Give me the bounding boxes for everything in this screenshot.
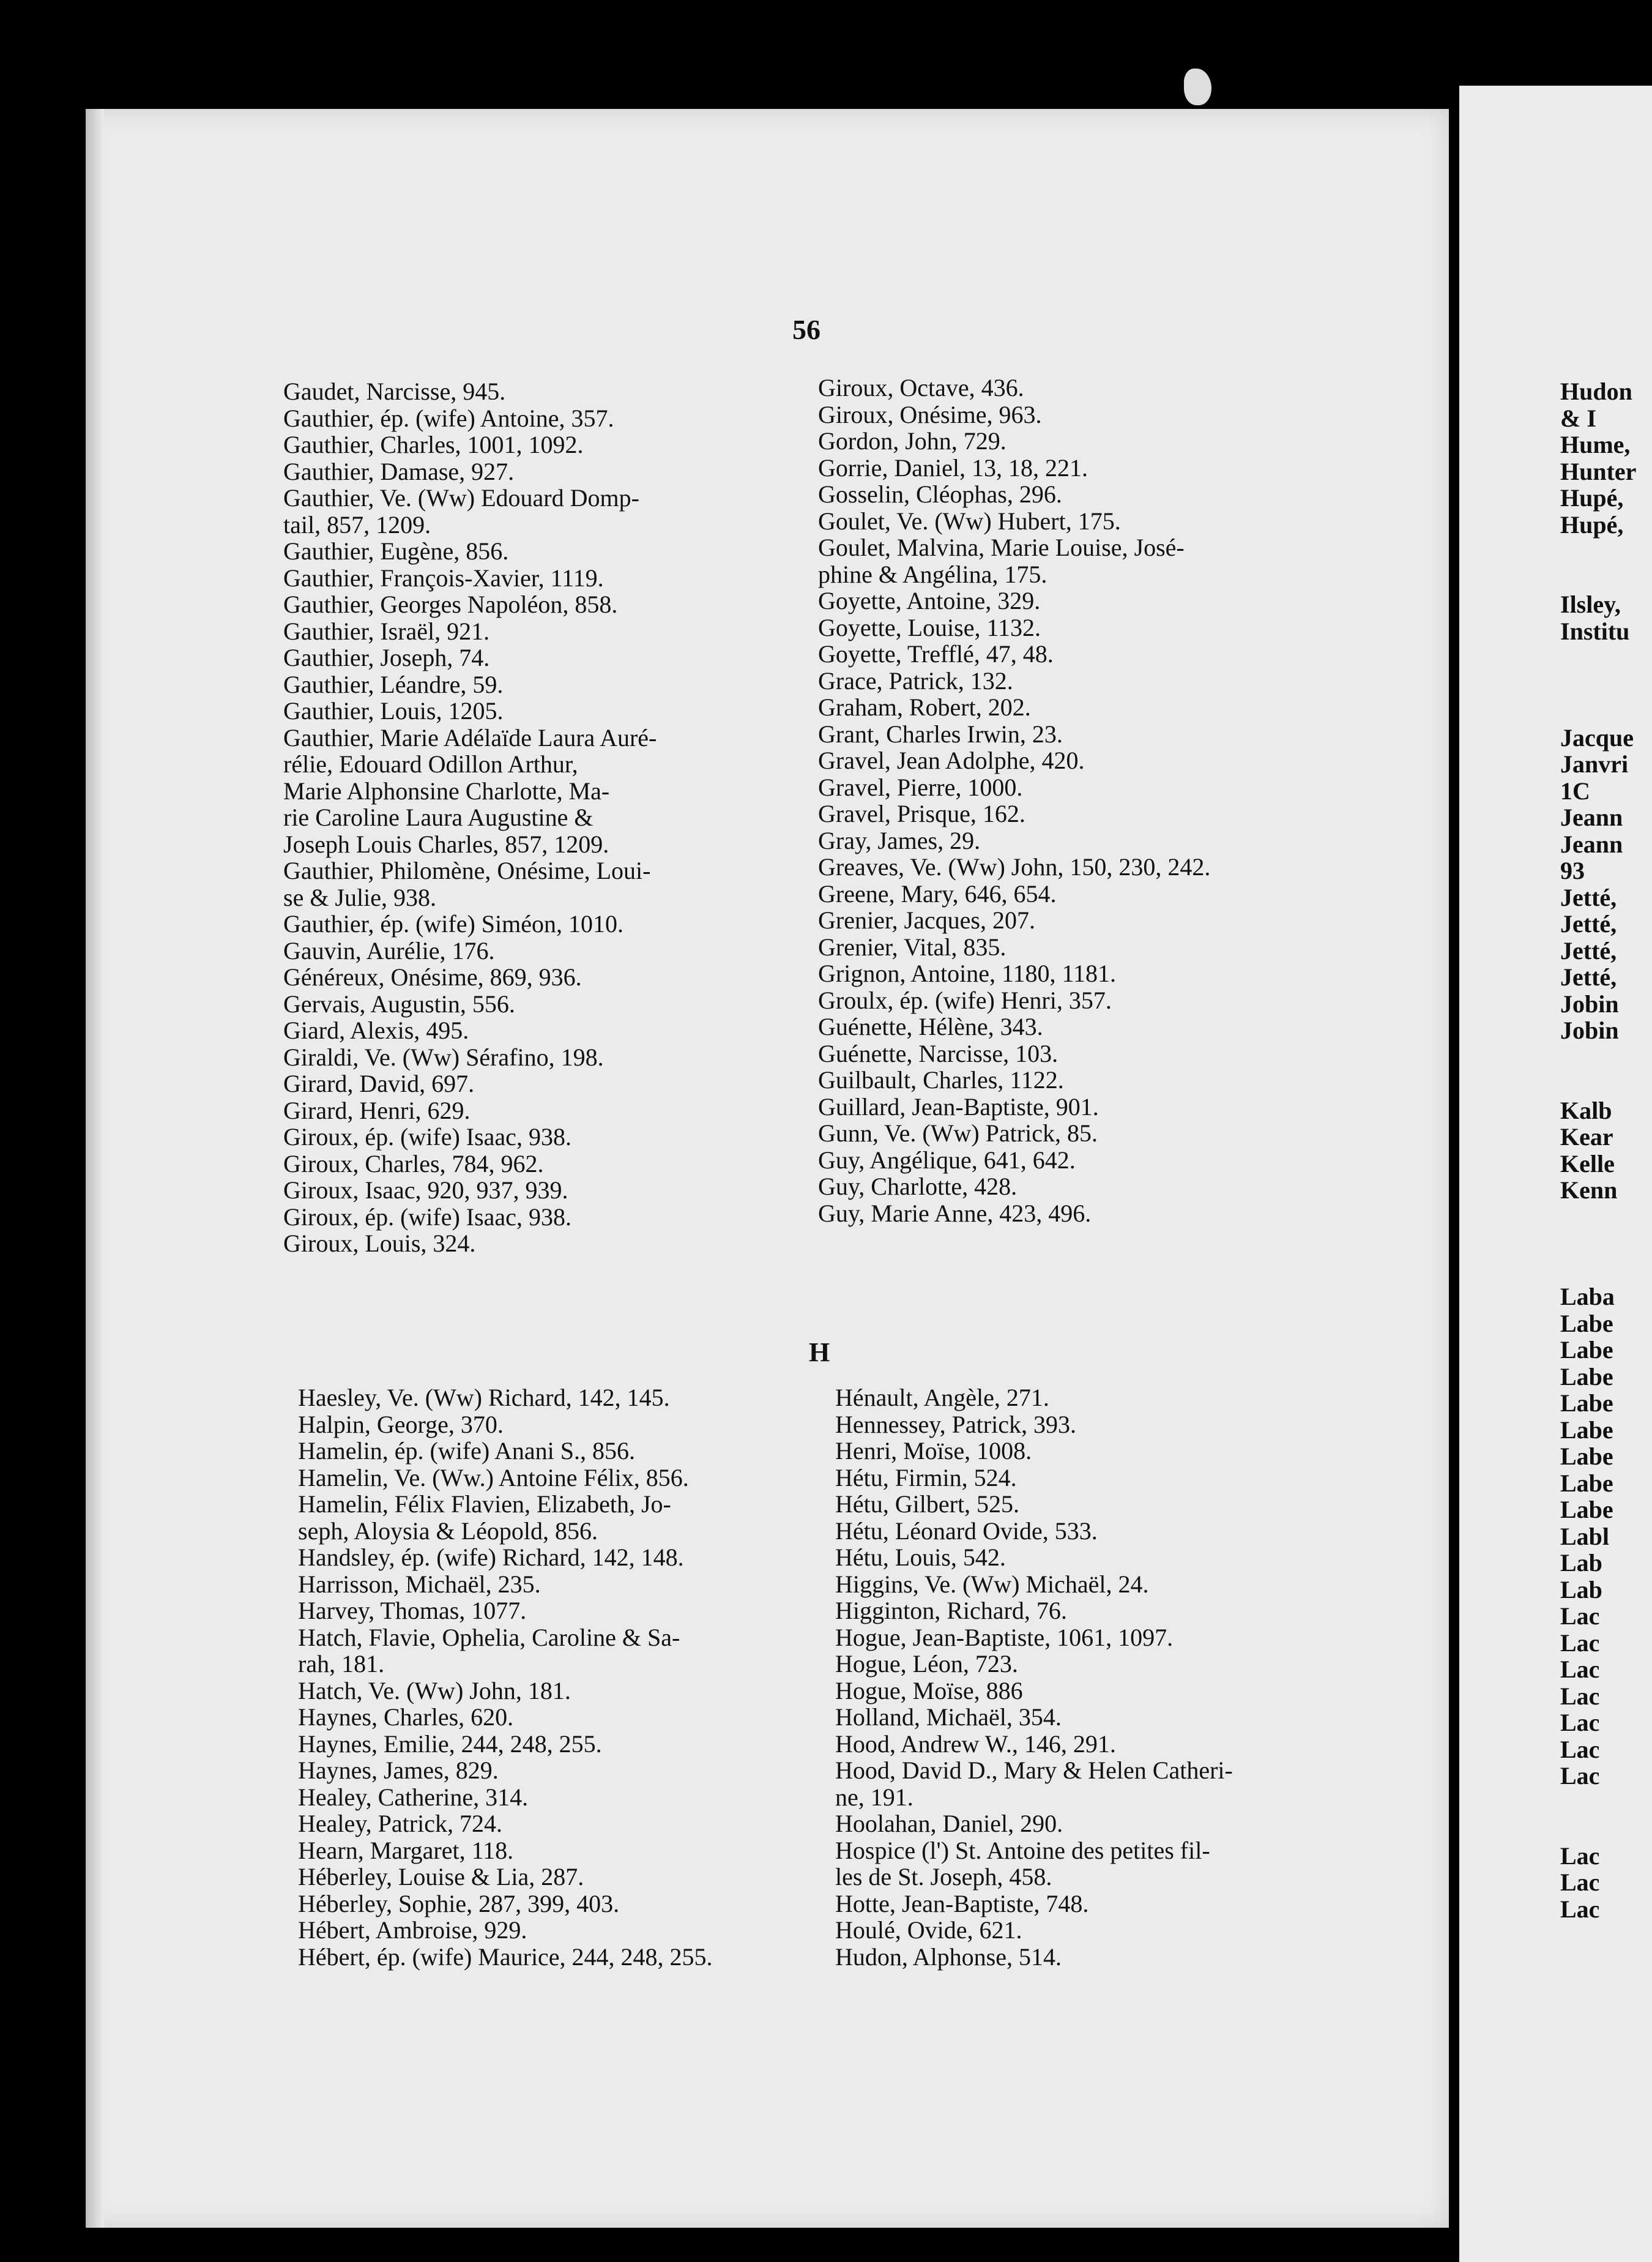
index-entry-line: Gauthier, Philomène, Onésime, Loui- bbox=[283, 857, 651, 884]
index-entry-line: rie Caroline Laura Augustine & bbox=[283, 804, 593, 831]
index-entry-line: Guy, Marie Anne, 423, 496. bbox=[818, 1199, 1092, 1227]
index-entry bbox=[835, 1544, 1361, 1571]
next-page-fragment bbox=[1560, 1816, 1652, 1843]
index-entry-line: Giroux, Louis, 324. bbox=[283, 1230, 476, 1257]
index-entry-line: Healey, Catherine, 314. bbox=[298, 1783, 529, 1811]
next-page-fragment: Labe bbox=[1560, 1389, 1613, 1417]
index-entry-line: Gauthier, Georges Napoléon, 858. bbox=[283, 591, 618, 618]
index-entry-line: Hudon, Alphonse, 514. bbox=[835, 1943, 1062, 1971]
next-page-fragment: Labe bbox=[1560, 1469, 1613, 1497]
index-entry-line: Gunn, Ve. (Ww) Patrick, 85. bbox=[818, 1119, 1098, 1147]
next-page-fragment bbox=[1560, 1204, 1652, 1231]
index-entry bbox=[818, 907, 1350, 934]
index-entry-line: ne, 191. bbox=[835, 1783, 913, 1811]
index-entry-line: Hébert, ép. (wife) Maurice, 244, 248, 255. bbox=[298, 1943, 713, 1971]
index-entry bbox=[818, 508, 1350, 535]
index-entry-line: Haesley, Ve. (Ww) Richard, 142, 145. bbox=[298, 1384, 670, 1411]
index-entry bbox=[818, 987, 1350, 1014]
index-entry bbox=[818, 1067, 1350, 1094]
next-page-fragment: 1C bbox=[1560, 777, 1590, 805]
index-entry bbox=[283, 911, 809, 938]
next-page-fragment bbox=[1560, 1070, 1652, 1097]
index-entry-line: se & Julie, 938. bbox=[283, 883, 436, 911]
next-page-fragment: Lac bbox=[1560, 1629, 1600, 1657]
index-entry bbox=[835, 1465, 1361, 1491]
next-page-fragment: Lac bbox=[1560, 1709, 1600, 1736]
index-entry-line: Hogue, Moïse, 886 bbox=[835, 1676, 1023, 1704]
index-entry bbox=[298, 1465, 818, 1491]
index-entry-line: Gauthier, ép. (wife) Antoine, 357. bbox=[283, 404, 614, 432]
index-entry-line: Henri, Moïse, 1008. bbox=[835, 1437, 1032, 1465]
next-page-fragment: Lac bbox=[1560, 1842, 1600, 1870]
index-entry-line: Guy, Angélique, 641, 642. bbox=[818, 1146, 1076, 1174]
index-entry bbox=[835, 1678, 1361, 1704]
index-entry-line: rélie, Edouard Odillon Arthur, bbox=[283, 750, 578, 778]
next-page-column bbox=[1560, 378, 1652, 1922]
next-page-fragment: Labe bbox=[1560, 1309, 1613, 1337]
index-entry bbox=[298, 1624, 818, 1678]
index-entry bbox=[283, 1230, 809, 1257]
index-entry bbox=[818, 1013, 1350, 1040]
next-page-fragment: Labe bbox=[1560, 1443, 1613, 1470]
index-entry bbox=[298, 1864, 818, 1891]
index-entry bbox=[818, 854, 1350, 881]
index-entry bbox=[835, 1944, 1361, 1971]
index-entry bbox=[283, 1151, 809, 1178]
index-entry-line: Harvey, Thomas, 1077. bbox=[298, 1597, 527, 1624]
next-page-fragment: Hupé, bbox=[1560, 484, 1624, 512]
index-entry bbox=[298, 1944, 818, 1971]
index-entry-line: Girard, Henri, 629. bbox=[283, 1096, 471, 1124]
index-entry bbox=[283, 1124, 809, 1151]
index-entry bbox=[818, 534, 1350, 588]
index-entry-line: Greene, Mary, 646, 654. bbox=[818, 879, 1057, 908]
next-page-fragment: Jeann bbox=[1560, 830, 1623, 858]
index-entry-line: Hamelin, Félix Flavien, Elizabeth, Jo- bbox=[298, 1490, 671, 1518]
index-entry-line: Marie Alphonsine Charlotte, Ma- bbox=[283, 777, 610, 805]
index-entry bbox=[835, 1810, 1361, 1837]
index-entry bbox=[818, 455, 1350, 482]
index-entry-line: Grenier, Vital, 835. bbox=[818, 933, 1006, 961]
page-number: 56 bbox=[792, 314, 820, 345]
index-entry bbox=[835, 1518, 1361, 1545]
index-entry bbox=[283, 1097, 809, 1124]
index-entry bbox=[835, 1571, 1361, 1598]
next-page-fragment: Lab bbox=[1560, 1575, 1602, 1603]
index-entry bbox=[298, 1491, 818, 1544]
index-entry-line: Houlé, Ovide, 621. bbox=[835, 1916, 1022, 1944]
index-entry bbox=[835, 1597, 1361, 1624]
index-entry-line: Hatch, Flavie, Ophelia, Caroline & Sa- bbox=[298, 1623, 680, 1651]
index-entry-line: Gauthier, Marie Adélaïde Laura Auré- bbox=[283, 723, 657, 752]
next-page-fragment bbox=[1560, 1790, 1652, 1816]
index-entry bbox=[818, 774, 1350, 801]
index-entry bbox=[298, 1678, 818, 1704]
scan-smudge bbox=[1184, 69, 1211, 105]
index-entry-line: Gordon, John, 729. bbox=[818, 427, 1006, 455]
index-entry bbox=[298, 1837, 818, 1864]
index-entry-line: Guilbault, Charles, 1122. bbox=[818, 1066, 1064, 1094]
index-entry-line: Giard, Alexis, 495. bbox=[283, 1017, 469, 1044]
index-entry-line: Girard, David, 697. bbox=[283, 1070, 475, 1097]
index-entry bbox=[283, 698, 809, 725]
index-entry bbox=[298, 1704, 818, 1731]
index-entry-line: Généreux, Onésime, 869, 936. bbox=[283, 963, 582, 991]
index-entry bbox=[835, 1624, 1361, 1651]
next-page-fragment bbox=[1560, 565, 1652, 592]
index-entry bbox=[298, 1411, 818, 1438]
index-entry bbox=[283, 565, 809, 592]
index-entry bbox=[283, 405, 809, 432]
next-page-fragment: Jetté, bbox=[1560, 936, 1617, 965]
next-page-fragment: 93 bbox=[1560, 857, 1585, 884]
column-right-bottom bbox=[835, 1384, 1361, 1970]
next-page-fragment bbox=[1560, 538, 1652, 565]
next-page-fragment: Labe bbox=[1560, 1496, 1613, 1523]
next-page-fragment: & I bbox=[1560, 404, 1596, 432]
next-page-fragment bbox=[1560, 671, 1652, 698]
index-entry-line: Goyette, Louise, 1132. bbox=[818, 613, 1041, 641]
next-page-fragment: Lac bbox=[1560, 1682, 1600, 1710]
next-page-fragment: Institu bbox=[1560, 617, 1630, 645]
index-entry-line: Gauvin, Aurélie, 176. bbox=[283, 936, 495, 965]
index-entry-line: Holland, Michaël, 354. bbox=[835, 1703, 1062, 1731]
column-left-top bbox=[283, 378, 809, 1257]
index-entry bbox=[283, 591, 809, 618]
index-entry bbox=[818, 401, 1350, 428]
index-entry-line: Hétu, Louis, 542. bbox=[835, 1543, 1006, 1571]
index-entry-line: Haynes, James, 829. bbox=[298, 1756, 499, 1784]
index-entry-line: rah, 181. bbox=[298, 1650, 385, 1678]
index-entry-line: Gauthier, Joseph, 74. bbox=[283, 644, 490, 671]
index-entry-line: Higginton, Richard, 76. bbox=[835, 1597, 1067, 1624]
next-page-fragment: Hunter bbox=[1560, 457, 1637, 485]
index-entry bbox=[818, 428, 1350, 455]
index-entry-line: Hétu, Firmin, 524. bbox=[835, 1463, 1017, 1491]
index-entry bbox=[283, 458, 809, 485]
index-entry bbox=[298, 1384, 818, 1411]
index-entry-line: Grace, Patrick, 132. bbox=[818, 666, 1013, 695]
next-page-fragment: Kenn bbox=[1560, 1176, 1618, 1204]
index-entry-line: Hamelin, ép. (wife) Anani S., 856. bbox=[298, 1437, 635, 1465]
index-entry-line: Hétu, Léonard Ovide, 533. bbox=[835, 1517, 1098, 1545]
index-entry bbox=[283, 644, 809, 671]
next-page-fragment: Labe bbox=[1560, 1362, 1613, 1390]
index-entry-line: Hearn, Margaret, 118. bbox=[298, 1836, 514, 1864]
next-page-fragment: Lac bbox=[1560, 1762, 1600, 1790]
index-entry-line: Giroux, Charles, 784, 962. bbox=[283, 1149, 544, 1178]
index-entry-line: Harrisson, Michaël, 235. bbox=[298, 1570, 541, 1598]
index-entry-line: seph, Aloysia & Léopold, 856. bbox=[298, 1517, 598, 1545]
index-entry bbox=[283, 671, 809, 698]
index-entry bbox=[818, 1147, 1350, 1174]
index-entry-line: Giroux, Isaac, 920, 937, 939. bbox=[283, 1176, 568, 1204]
index-entry-line: Hospice (l') St. Antoine des petites fil- bbox=[835, 1836, 1210, 1864]
index-entry-line: Guénette, Narcisse, 103. bbox=[818, 1039, 1059, 1067]
next-page-fragment: Ilsley, bbox=[1560, 591, 1621, 618]
index-entry bbox=[818, 694, 1350, 721]
index-entry-line: Gauthier, Louis, 1205. bbox=[283, 697, 504, 725]
next-page-fragment: Lac bbox=[1560, 1735, 1600, 1763]
next-page-fragment: Jobin bbox=[1560, 1017, 1619, 1044]
column-left-bottom bbox=[298, 1384, 818, 1970]
index-entry-line: Gravel, Prisque, 162. bbox=[818, 800, 1025, 827]
index-entry-line: les de St. Joseph, 458. bbox=[835, 1863, 1052, 1891]
next-page-fragment bbox=[1560, 1257, 1652, 1284]
index-entry-line: Gauthier, Ve. (Ww) Edouard Domp- bbox=[283, 484, 639, 512]
index-entry bbox=[283, 964, 809, 991]
next-page-fragment bbox=[1560, 698, 1652, 725]
next-page-fragment: Janvri bbox=[1560, 750, 1629, 778]
index-entry bbox=[298, 1731, 818, 1758]
index-entry bbox=[283, 938, 809, 965]
next-page-fragment: Labe bbox=[1560, 1416, 1613, 1444]
index-entry-line: Giroux, ép. (wife) Isaac, 938. bbox=[283, 1203, 571, 1231]
index-entry bbox=[818, 827, 1350, 854]
index-entry-line: Gorrie, Daniel, 13, 18, 221. bbox=[818, 454, 1088, 482]
index-entry bbox=[835, 1891, 1361, 1917]
index-entry-line: Gosselin, Cléophas, 296. bbox=[818, 480, 1062, 508]
index-entry-line: Guénette, Hélène, 343. bbox=[818, 1013, 1043, 1040]
next-page-fragment: Jetté, bbox=[1560, 963, 1617, 991]
index-entry bbox=[298, 1757, 818, 1784]
index-entry bbox=[835, 1757, 1361, 1810]
index-entry-line: Goyette, Trefflé, 47, 48. bbox=[818, 640, 1054, 668]
index-entry bbox=[298, 1891, 818, 1917]
next-page-fragment: Lac bbox=[1560, 1655, 1600, 1683]
index-entry bbox=[835, 1837, 1361, 1891]
index-entry-line: Héberley, Sophie, 287, 399, 403. bbox=[298, 1889, 620, 1917]
next-page-fragment: Kalb bbox=[1560, 1096, 1612, 1124]
index-entry bbox=[818, 747, 1350, 774]
index-entry-line: Grignon, Antoine, 1180, 1181. bbox=[818, 960, 1117, 987]
index-entry bbox=[283, 1017, 809, 1044]
index-entry bbox=[298, 1571, 818, 1598]
index-entry bbox=[818, 588, 1350, 614]
index-entry-line: Hogue, Léon, 723. bbox=[835, 1650, 1018, 1678]
index-entry-line: Graham, Robert, 202. bbox=[818, 693, 1031, 721]
next-page-fragment: Hume, bbox=[1560, 431, 1631, 458]
index-entry-line: Healey, Patrick, 724. bbox=[298, 1810, 502, 1837]
index-entry-line: Gauthier, Israël, 921. bbox=[283, 617, 490, 645]
index-entry-line: Hétu, Gilbert, 525. bbox=[835, 1490, 1020, 1518]
index-entry bbox=[298, 1784, 818, 1811]
index-entry-line: Hood, David D., Mary & Helen Catheri- bbox=[835, 1756, 1233, 1784]
index-entry-line: Hamelin, Ve. (Ww.) Antoine Félix, 856. bbox=[298, 1463, 689, 1491]
index-entry-line: phine & Angélina, 175. bbox=[818, 560, 1047, 588]
index-entry-line: Handsley, ép. (wife) Richard, 142, 148. bbox=[298, 1543, 684, 1571]
index-entry-line: Hatch, Ve. (Ww) John, 181. bbox=[298, 1676, 571, 1704]
index-entry-line: Gravel, Jean Adolphe, 420. bbox=[818, 747, 1085, 774]
index-entry-line: Guy, Charlotte, 428. bbox=[818, 1173, 1018, 1200]
index-entry bbox=[835, 1704, 1361, 1731]
index-entry bbox=[283, 857, 809, 911]
index-entry-line: Hénault, Angèle, 271. bbox=[835, 1384, 1049, 1411]
page-binding-shadow bbox=[86, 109, 104, 2228]
index-entry bbox=[818, 721, 1350, 748]
index-entry bbox=[298, 1810, 818, 1837]
index-entry-line: Hébert, Ambroise, 929. bbox=[298, 1916, 527, 1944]
index-entry-line: Joseph Louis Charles, 857, 1209. bbox=[283, 830, 609, 858]
index-entry-line: Guillard, Jean-Baptiste, 901. bbox=[818, 1092, 1099, 1121]
index-entry bbox=[818, 641, 1350, 668]
index-entry bbox=[818, 1120, 1350, 1147]
index-entry-line: Haynes, Emilie, 244, 248, 255. bbox=[298, 1730, 602, 1758]
next-page-fragment: Jeann bbox=[1560, 804, 1623, 831]
next-page-fragment: Labe bbox=[1560, 1336, 1613, 1364]
index-entry bbox=[283, 725, 809, 858]
index-entry bbox=[818, 1200, 1350, 1227]
index-entry-line: Grant, Charles Irwin, 23. bbox=[818, 720, 1063, 748]
index-entry-line: Hennessey, Patrick, 393. bbox=[835, 1410, 1076, 1438]
index-entry bbox=[283, 991, 809, 1018]
index-entry-line: Gauthier, Eugène, 856. bbox=[283, 537, 509, 565]
index-entry bbox=[818, 668, 1350, 695]
index-entry-line: Grenier, Jacques, 207. bbox=[818, 906, 1035, 934]
index-entry bbox=[818, 801, 1350, 827]
next-page-fragment bbox=[1560, 644, 1652, 671]
index-entry-line: Giraldi, Ve. (Ww) Sérafino, 198. bbox=[283, 1043, 604, 1071]
index-entry-line: Hogue, Jean-Baptiste, 1061, 1097. bbox=[835, 1623, 1174, 1651]
next-page-fragment: Hudon bbox=[1560, 378, 1632, 405]
index-entry bbox=[818, 1173, 1350, 1200]
index-entry-line: Halpin, George, 370. bbox=[298, 1410, 504, 1438]
index-entry bbox=[283, 1044, 809, 1071]
index-entry bbox=[283, 618, 809, 645]
next-page-fragment bbox=[1560, 1230, 1652, 1257]
index-entry-line: Giroux, Octave, 436. bbox=[818, 374, 1024, 401]
index-entry bbox=[818, 1040, 1350, 1067]
index-entry bbox=[818, 934, 1350, 961]
index-entry bbox=[283, 485, 809, 538]
index-entry-line: Greaves, Ve. (Ww) John, 150, 230, 242. bbox=[818, 853, 1211, 881]
index-entry bbox=[835, 1491, 1361, 1518]
index-entry-line: Giroux, Onésime, 963. bbox=[818, 400, 1042, 428]
section-heading: H bbox=[809, 1337, 830, 1367]
next-page-fragment: Lac bbox=[1560, 1602, 1600, 1630]
index-entry bbox=[835, 1917, 1361, 1944]
next-page-fragment: Kelle bbox=[1560, 1149, 1615, 1178]
next-page-fragment: Lac bbox=[1560, 1868, 1600, 1896]
index-entry bbox=[298, 1597, 818, 1624]
next-page-fragment: Jobin bbox=[1560, 990, 1619, 1018]
index-entry-line: Gervais, Augustin, 556. bbox=[283, 990, 515, 1018]
index-entry-line: Gauthier, ép. (wife) Siméon, 1010. bbox=[283, 910, 624, 938]
index-entry-line: Haynes, Charles, 620. bbox=[298, 1703, 514, 1731]
next-page-fragment: Laba bbox=[1560, 1283, 1615, 1310]
index-entry-line: Gauthier, François-Xavier, 1119. bbox=[283, 564, 604, 592]
index-entry-line: Gaudet, Narcisse, 945. bbox=[283, 378, 506, 405]
index-entry bbox=[298, 1438, 818, 1465]
index-entry bbox=[298, 1544, 818, 1571]
index-entry-line: Groulx, ép. (wife) Henri, 357. bbox=[818, 986, 1112, 1014]
index-entry bbox=[835, 1731, 1361, 1758]
index-entry-line: Gauthier, Damase, 927. bbox=[283, 457, 515, 485]
index-entry bbox=[298, 1917, 818, 1944]
index-entry bbox=[835, 1438, 1361, 1465]
index-entry bbox=[835, 1411, 1361, 1438]
index-entry-line: Gauthier, Charles, 1001, 1092. bbox=[283, 431, 584, 458]
next-page-fragment: Kear bbox=[1560, 1123, 1613, 1151]
index-entry bbox=[818, 614, 1350, 641]
index-entry bbox=[283, 431, 809, 458]
index-entry bbox=[818, 881, 1350, 908]
index-entry bbox=[818, 375, 1350, 401]
index-entry-line: Higgins, Ve. (Ww) Michaël, 24. bbox=[835, 1570, 1149, 1598]
index-entry-line: Gauthier, Léandre, 59. bbox=[283, 670, 504, 698]
column-right-top bbox=[818, 375, 1350, 1226]
index-entry bbox=[835, 1651, 1361, 1678]
index-entry bbox=[283, 378, 809, 405]
index-entry-line: Gray, James, 29. bbox=[818, 826, 981, 854]
index-entry-line: Héberley, Louise & Lia, 287. bbox=[298, 1863, 584, 1891]
index-entry-line: Goyette, Antoine, 329. bbox=[818, 587, 1041, 614]
index-entry bbox=[283, 1204, 809, 1231]
index-entry-line: Gravel, Pierre, 1000. bbox=[818, 773, 1023, 801]
index-entry-line: Goulet, Malvina, Marie Louise, José- bbox=[818, 534, 1185, 561]
index-entry bbox=[818, 481, 1350, 508]
next-page-fragment: Jetté, bbox=[1560, 910, 1617, 938]
next-page-fragment: Lac bbox=[1560, 1895, 1600, 1923]
index-entry bbox=[818, 960, 1350, 987]
index-entry bbox=[283, 1177, 809, 1204]
next-page-fragment: Jacque bbox=[1560, 723, 1634, 752]
index-entry-line: Hood, Andrew W., 146, 291. bbox=[835, 1730, 1116, 1758]
index-entry-line: Goulet, Ve. (Ww) Hubert, 175. bbox=[818, 507, 1121, 535]
index-entry bbox=[283, 538, 809, 565]
next-page-fragment: Lab bbox=[1560, 1549, 1602, 1577]
next-page-fragment bbox=[1560, 1044, 1652, 1071]
next-page-fragment: Hupé, bbox=[1560, 510, 1624, 539]
next-page-fragment: Labl bbox=[1560, 1522, 1610, 1550]
index-entry-line: Giroux, ép. (wife) Isaac, 938. bbox=[283, 1123, 571, 1151]
index-entry-line: Hotte, Jean-Baptiste, 748. bbox=[835, 1889, 1089, 1917]
index-entry-line: Hoolahan, Daniel, 290. bbox=[835, 1810, 1063, 1837]
index-entry-line: tail, 857, 1209. bbox=[283, 510, 431, 539]
index-entry bbox=[818, 1094, 1350, 1121]
index-entry bbox=[835, 1384, 1361, 1411]
next-page-fragment: Jetté, bbox=[1560, 883, 1617, 911]
index-entry bbox=[283, 1070, 809, 1097]
